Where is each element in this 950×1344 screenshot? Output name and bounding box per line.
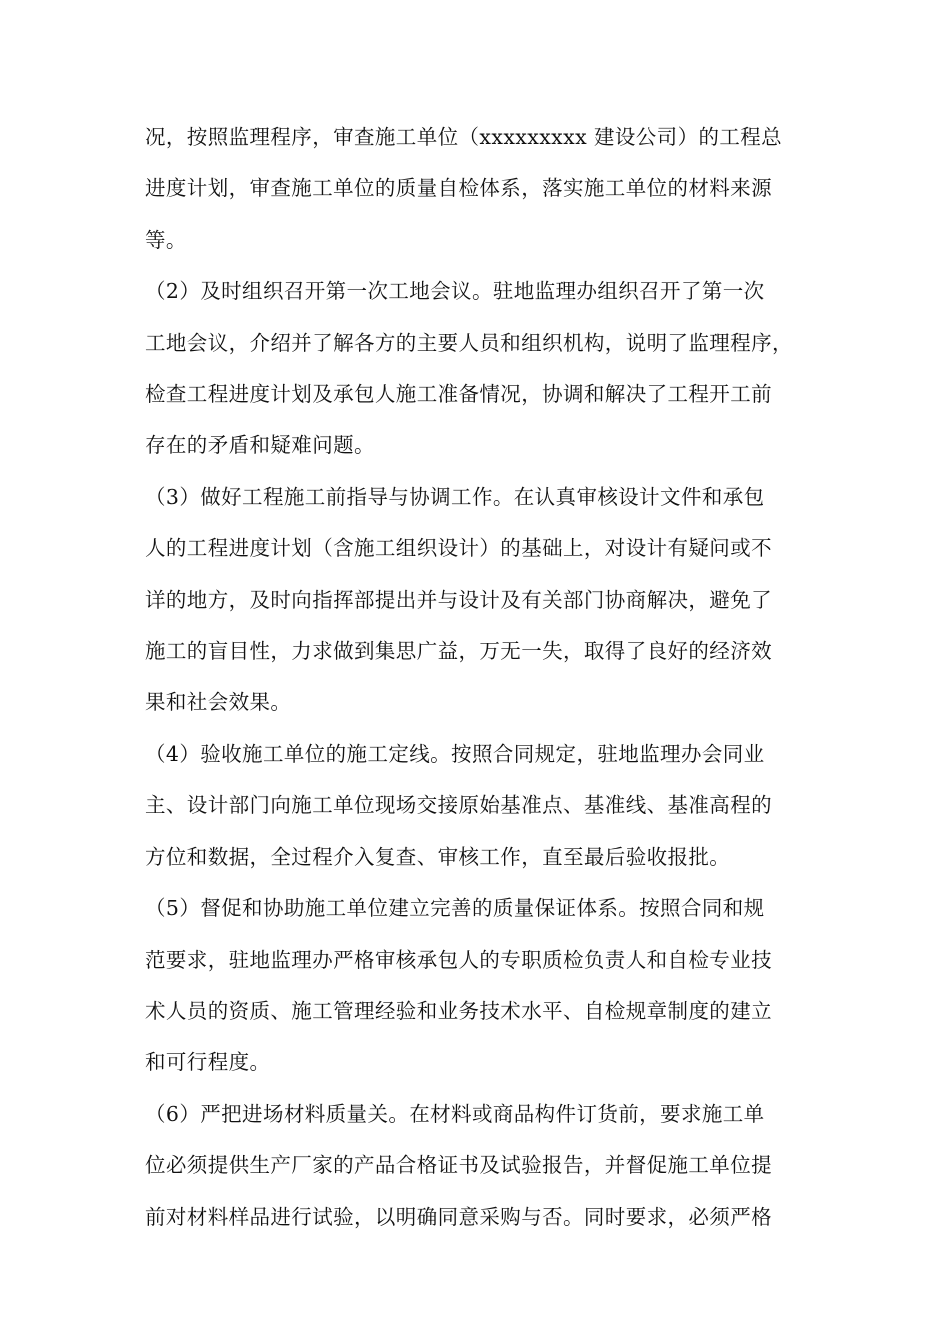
text-line: 主、设计部门向施工单位现场交接原始基准点、基准线、基准高程的 bbox=[145, 793, 772, 818]
text-line: 等。 bbox=[145, 227, 187, 252]
text-line: 术人员的资质、施工管理经验和业务技术水平、自检规章制度的建立 bbox=[145, 998, 772, 1023]
paragraph-item-4 bbox=[145, 729, 810, 883]
text-line: （5）督促和协助施工单位建立完善的质量保证体系。按照合同和规 bbox=[145, 896, 765, 921]
paragraph-item-3 bbox=[145, 472, 810, 729]
text-line: 人的工程进度计划（含施工组织设计）的基础上，对设计有疑问或不 bbox=[145, 536, 772, 561]
text-line: 和可行程度。 bbox=[145, 1050, 271, 1075]
text-line: （2）及时组织召开第一次工地会议。驻地监理办组织召开了第一次 bbox=[145, 279, 765, 304]
text-line: 施工的盲目性，力求做到集思广益，万无一失，取得了良好的经济效 bbox=[145, 639, 772, 664]
text-line: 进度计划，审查施工单位的质量自检体系，落实施工单位的材料来源 bbox=[145, 176, 772, 201]
text-line: 位必须提供生产厂家的产品合格证书及试验报告，并督促施工单位提 bbox=[145, 1153, 772, 1178]
text-line: （4）验收施工单位的施工定线。按照合同规定，驻地监理办会同业 bbox=[145, 741, 765, 766]
paragraph-item-5 bbox=[145, 883, 810, 1089]
text-line: （3）做好工程施工前指导与协调工作。在认真审核设计文件和承包 bbox=[145, 484, 765, 509]
text-line: 方位和数据，全过程介入复查、审核工作，直至最后验收报批。 bbox=[145, 844, 731, 869]
paragraph-intro bbox=[145, 112, 810, 266]
text-line: 存在的矛盾和疑难问题。 bbox=[145, 433, 375, 458]
text-line: 果和社会效果。 bbox=[145, 690, 292, 715]
text-line: 况，按照监理程序，审查施工单位（xxxxxxxxx 建设公司）的工程总 bbox=[145, 125, 783, 149]
text-line: 详的地方，及时向指挥部提出并与设计及有关部门协商解决，避免了 bbox=[145, 587, 772, 612]
text-line: （6）严把进场材料质量关。在材料或商品构件订货前，要求施工单 bbox=[145, 1101, 765, 1126]
body-text bbox=[145, 112, 810, 1243]
text-line: 前对材料样品进行试验，以明确同意采购与否。同时要求，必须严格 bbox=[145, 1204, 772, 1229]
text-line: 检查工程进度计划及承包人施工准备情况，协调和解决了工程开工前 bbox=[145, 382, 772, 407]
paragraph-item-2 bbox=[145, 266, 810, 472]
text-line: 工地会议，介绍并了解各方的主要人员和组织机构，说明了监理程序， bbox=[145, 330, 793, 355]
paragraph-item-6 bbox=[145, 1089, 810, 1243]
text-line: 范要求，驻地监理办严格审核承包人的专职质检负责人和自检专业技 bbox=[145, 947, 772, 972]
